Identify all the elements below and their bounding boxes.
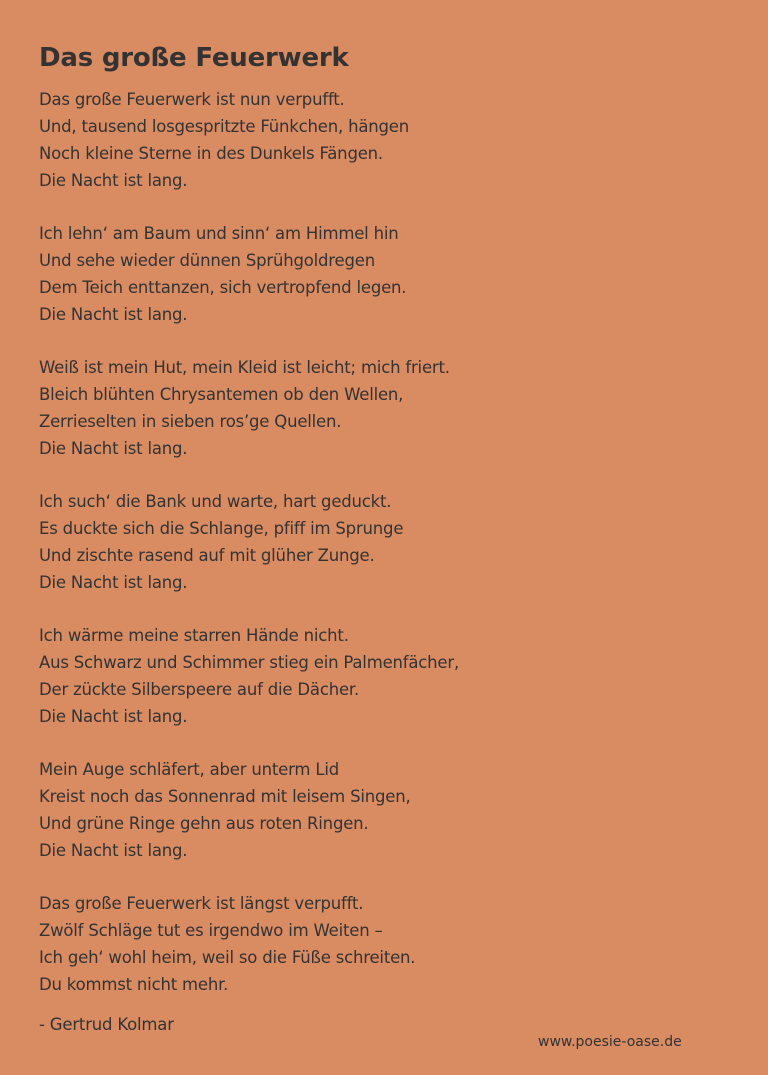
poem-stanza — [39, 756, 739, 864]
poem-stanza — [39, 488, 739, 596]
poem-line: Der zückte Silberspeere auf die Dächer. — [39, 680, 360, 699]
poem-stanza — [39, 622, 739, 730]
poem-stanza — [39, 890, 739, 998]
poem-line: Und zischte rasend auf mit glüher Zunge. — [39, 546, 375, 565]
poem-line: Ich geh‘ wohl heim, weil so die Füße schreiten. — [39, 948, 416, 967]
poem-line: Ich lehn‘ am Baum und sinn‘ am Himmel hin — [39, 224, 399, 243]
poem-stanza — [39, 220, 739, 328]
poem-author: - Gertrud Kolmar — [39, 1015, 174, 1034]
poem-stanza — [39, 86, 739, 194]
poem-line: Die Nacht ist lang. — [39, 573, 188, 592]
poem-line: Ich such‘ die Bank und warte, hart geduckt. — [39, 492, 392, 511]
poem-line: Und sehe wieder dünnen Sprühgoldregen — [39, 251, 375, 270]
poem-line: Die Nacht ist lang. — [39, 171, 188, 190]
poem-line: Und, tausend losgespritzte Fünkchen, hängen — [39, 117, 409, 136]
poem-line: Die Nacht ist lang. — [39, 305, 188, 324]
poem-line: Die Nacht ist lang. — [39, 439, 188, 458]
poem-line: Dem Teich enttanzen, sich vertropfend legen. — [39, 278, 407, 297]
poem-stanza — [39, 354, 739, 462]
poem-line: Aus Schwarz und Schimmer stieg ein Palmenfächer, — [39, 653, 460, 672]
poem-line: Die Nacht ist lang. — [39, 707, 188, 726]
poem-line: Bleich blühten Chrysantemen ob den Wellen, — [39, 385, 404, 404]
poem-line: Weiß ist mein Hut, mein Kleid ist leicht; mich friert. — [39, 358, 450, 377]
poem-line: Zwölf Schläge tut es irgendwo im Weiten – — [39, 921, 383, 940]
poem-line: Es duckte sich die Schlange, pfiff im Sprunge — [39, 519, 404, 538]
poem-body — [39, 86, 739, 998]
poem-title: Das große Feuerwerk — [39, 43, 349, 73]
poem-line: Die Nacht ist lang. — [39, 841, 188, 860]
poem-line: Das große Feuerwerk ist nun verpufft. — [39, 90, 345, 109]
poem-line: Du kommst nicht mehr. — [39, 975, 229, 994]
poem-line: Und grüne Ringe gehn aus roten Ringen. — [39, 814, 369, 833]
poem-line: Mein Auge schläfert, aber unterm Lid — [39, 760, 339, 779]
poem-container — [39, 40, 739, 1024]
poem-line: Ich wärme meine starren Hände nicht. — [39, 626, 349, 645]
poem-line: Noch kleine Sterne in des Dunkels Fängen. — [39, 144, 383, 163]
poem-line: Kreist noch das Sonnenrad mit leisem Singen, — [39, 787, 411, 806]
poem-line: Das große Feuerwerk ist längst verpufft. — [39, 894, 364, 913]
poem-line: Zerrieselten in sieben ros’ge Quellen. — [39, 412, 342, 431]
website-link[interactable]: www.poesie-oase.de — [538, 1034, 682, 1050]
